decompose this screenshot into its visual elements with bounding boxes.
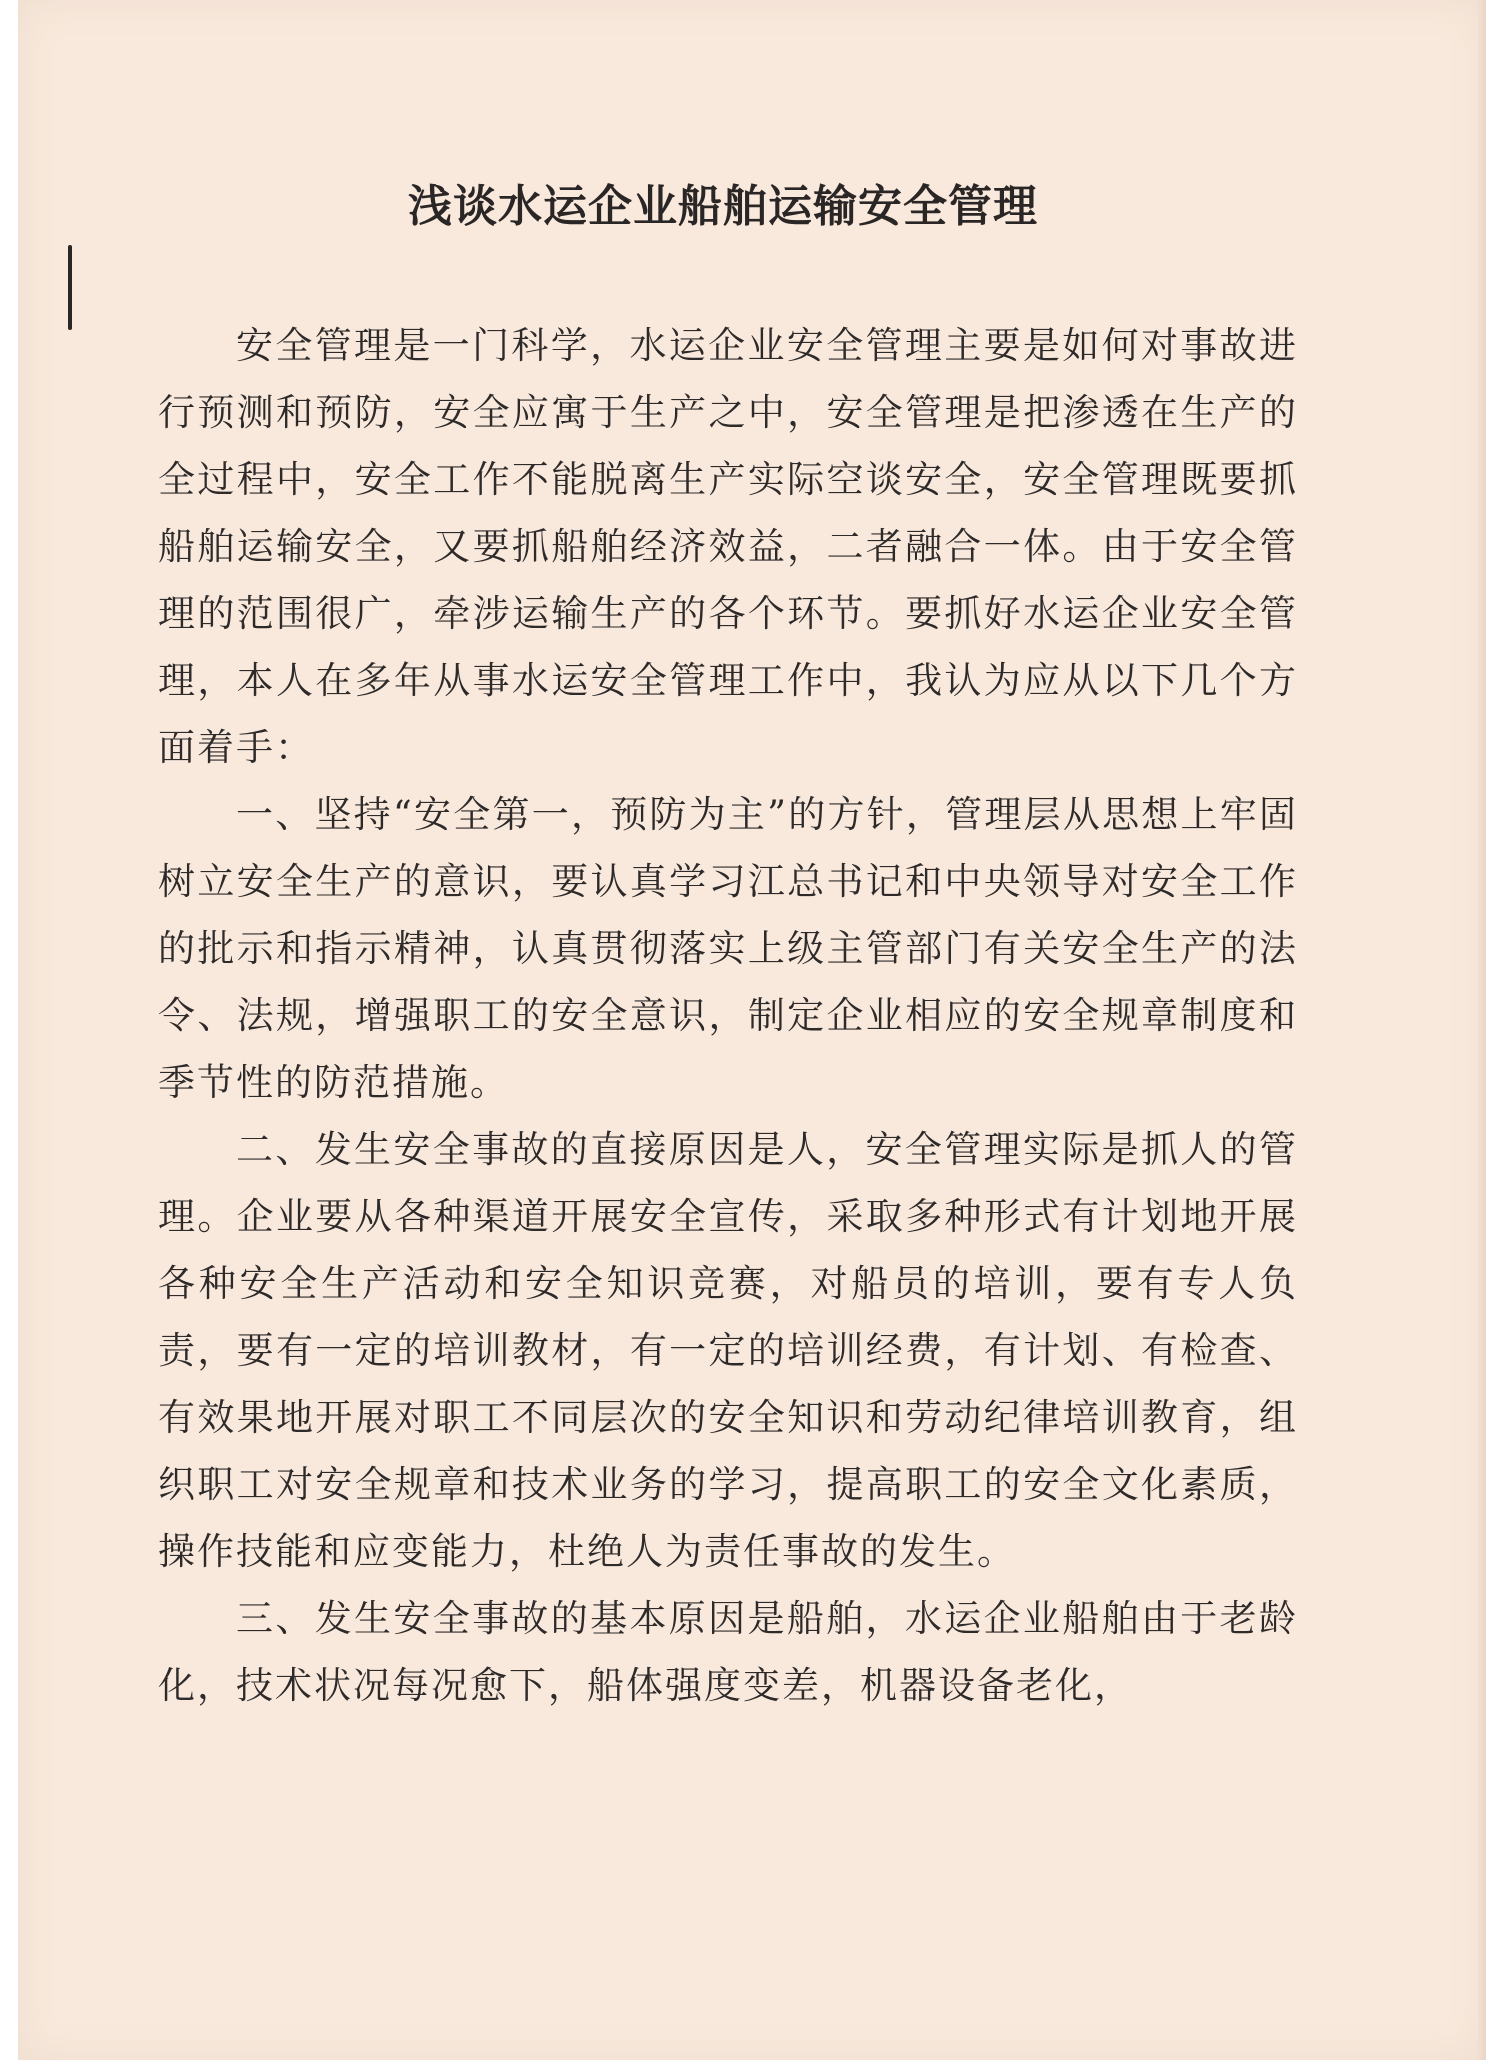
document-body [158,312,1298,1719]
document-page [18,0,1486,2060]
paragraph-point-3: 三、发生安全事故的基本原因是船舶，水运企业船舶由于老龄化，技术状况每况愈下，船体强度变差，机器设备老化， [158,1597,1298,1707]
document-title: 浅谈水运企业船舶运输安全管理 [408,181,1038,232]
paragraph-intro: 安全管理是一门科学，水运企业安全管理主要是如何对事故进行预测和预防，安全应寓于生产之中，安全管理是把渗透在生产的全过程中，安全工作不能脱离生产实际空谈安全，安全管理既要抓船舶运输安全，又要抓船舶经济效益，二者融合一体。由于安全管理的范围很广，牵涉运输生产的各个环节。要抓好水运企业安全管理，本人在多年从事水运安全管理工作中，我认为应从以下几个方面着手： [158,324,1298,769]
paragraph-point-2: 二、发生安全事故的直接原因是人，安全管理实际是抓人的管理。企业要从各种渠道开展安全宣传，采取多种形式有计划地开展各种安全生产活动和安全知识竞赛，对船员的培训，要有专人负责，要有一定的培训教材，有一定的培训经费，有计划、有检查、有效果地开展对职工不同层次的安全知识和劳动纪律培训教育，组织职工对安全规章和技术业务的学习，提高职工的安全文化素质，操作技能和应变能力，杜绝人为责任事故的发生。 [158,1128,1298,1573]
page-edge [1478,0,1486,2060]
binding-mark [68,245,72,330]
paragraph-point-1: 一、坚持“安全第一，预防为主”的方针，管理层从思想上牢固树立安全生产的意识，要认真学习江总书记和中央领导对安全工作的批示和指示精神，认真贯彻落实上级主管部门有关安全生产的法令、法规，增强职工的安全意识，制定企业相应的安全规章制度和季节性的防范措施。 [158,793,1298,1104]
